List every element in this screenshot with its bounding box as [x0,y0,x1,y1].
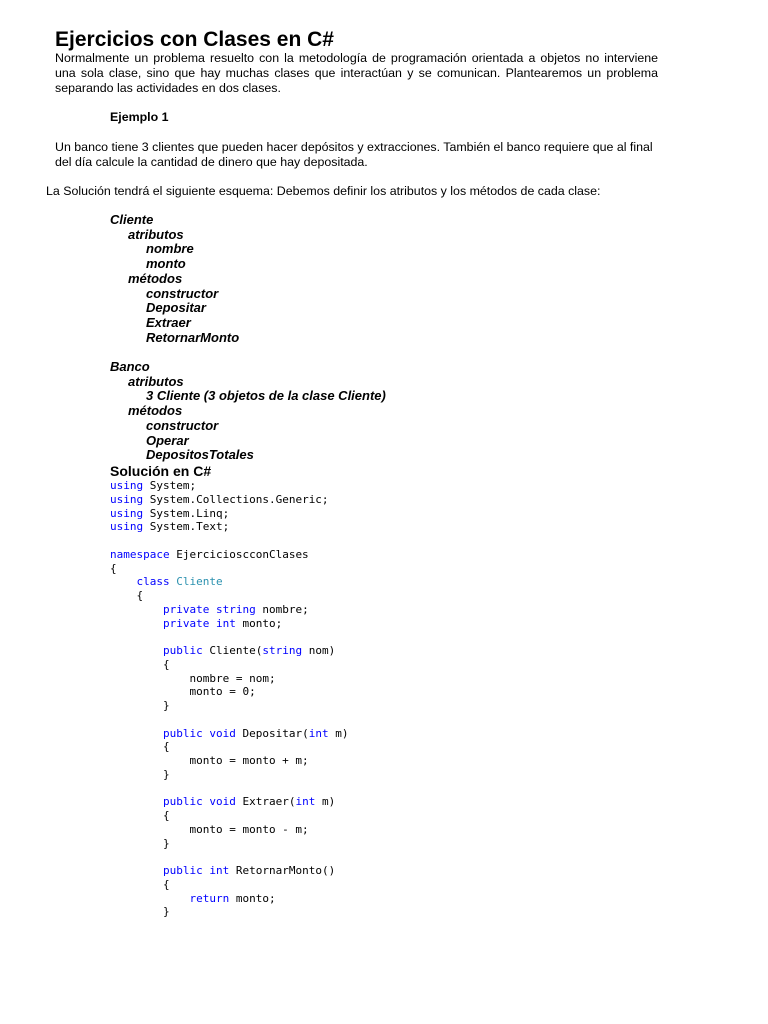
code-text [110,644,163,657]
code-text: System.Text; [143,520,230,534]
code-keyword: public [162,795,203,809]
code-line [110,575,348,589]
code-text: nombre = nom; [110,671,276,685]
code-line [110,713,348,727]
code-text: System.Collections.Generic; [143,492,329,506]
code-text: } [110,905,170,919]
code-line [110,534,348,548]
code-keyword: private [162,602,210,616]
code-text [209,617,216,630]
code-text [110,892,189,905]
schema-class-name: Banco [110,359,150,374]
code-line [110,507,348,521]
code-text [209,603,216,616]
schema-section: atributos [128,226,184,242]
code-keyword: string [262,644,303,657]
code-keyword: public [162,864,203,877]
schema-member: constructor [146,285,219,301]
code-text [110,617,163,630]
code-text: Depositar( [235,726,309,740]
schema-class-name: Cliente [110,212,154,227]
code-keyword: using [110,479,144,492]
code-line [110,548,348,562]
code-type-name: Cliente [176,575,223,589]
code-text: Extraer( [235,795,296,809]
schema-member: RetornarMonto [146,329,240,345]
code-line [110,685,348,699]
code-text: monto = monto + m; [110,754,309,767]
code-text: { [110,589,144,602]
code-keyword: void [209,795,236,809]
code-line [110,795,348,809]
page-title: Ejercicios con Clases en C# [55,28,334,51]
code-line [110,699,348,713]
code-line [110,754,348,768]
code-text [110,727,163,740]
code-keyword: private [162,616,210,630]
code-line [110,479,348,493]
code-line [110,493,348,507]
code-line [110,562,348,576]
code-line [110,892,348,906]
code-line [110,644,348,658]
code-keyword: using [110,492,144,506]
code-keyword: using [110,520,144,534]
code-text: EjercicioscconClases [169,547,309,561]
code-line [110,630,348,644]
code-text: } [110,699,170,712]
intro-paragraph: Normalmente un problema resuelto con la metodología de programación orientada a objetos no interviene una sola clase, sino que hay muchas clases que interactúan y se comunican. Plantearemos un problema separando las actividades en dos clases. [55,51,658,95]
schema-member: Extraer [146,314,191,330]
code-keyword: using [110,506,144,520]
code-text [110,795,163,808]
code-line [110,905,348,919]
code-text: } [110,836,170,850]
code-keyword: namespace [110,547,170,561]
schema-section: atributos [128,373,184,389]
code-line [110,823,348,837]
code-line [110,617,348,631]
code-text: monto; [229,891,276,905]
code-text: nom) [302,644,336,657]
code-text: Cliente( [202,644,263,657]
code-line [110,658,348,672]
code-line [110,782,348,796]
code-line [110,740,348,754]
code-text: monto; [235,616,283,630]
schema-member: constructor [146,417,219,433]
code-line [110,837,348,851]
code-text [110,864,163,877]
code-line [110,768,348,782]
schema-section: métodos [128,270,183,286]
code-keyword: return [189,891,230,905]
code-text: { [110,809,170,822]
schema-member: 3 Cliente (3 objetos de la clase Cliente) [146,388,386,404]
code-line [110,603,348,617]
code-text: { [110,561,117,575]
problem-statement: Un banco tiene 3 clientes que pueden hacer depósitos y extracciones. También el banco requiere que al final del día calcule la cantidad de dinero que hay depositada. [55,140,653,169]
code-keyword: public [162,726,203,740]
code-text: m) [328,726,349,740]
schema-member: DepositosTotales [146,447,254,463]
schema-member: Operar [146,432,189,448]
code-line [110,864,348,878]
code-keyword: string [215,602,256,616]
code-text: nombre; [255,602,309,616]
code-line [110,589,348,603]
code-keyword: int [308,726,329,740]
code-text: m) [315,795,336,809]
code-listing [110,479,348,919]
code-text: System.Linq; [143,506,230,520]
code-line [110,727,348,741]
code-text: { [110,740,170,754]
code-keyword: class [136,575,170,589]
code-text: monto = 0; [110,685,256,699]
code-text [110,575,137,588]
code-keyword: int [209,864,230,877]
example-heading: Ejemplo 1 [110,110,169,124]
schema-intro: La Solución tendrá el siguiente esquema: Debemos definir los atributos y los métodos de cada clase: [46,184,601,198]
code-text: { [110,877,170,891]
schema-member: Depositar [146,300,206,316]
code-text: RetornarMonto() [229,864,336,877]
schema-section: métodos [128,403,183,419]
code-keyword: public [162,644,203,657]
solution-heading: Solución en C# [110,463,212,479]
code-keyword: void [209,726,236,740]
code-text: { [110,657,170,671]
code-text: monto = monto - m; [110,822,309,836]
code-text: System; [143,479,197,492]
schema-member: monto [146,256,186,272]
code-text: } [110,767,170,781]
code-line [110,878,348,892]
schema-member: nombre [146,241,194,257]
code-line [110,672,348,686]
code-line [110,850,348,864]
code-line [110,520,348,534]
code-keyword: int [215,616,236,630]
code-text [110,603,163,616]
code-keyword: int [295,795,316,809]
code-line [110,809,348,823]
